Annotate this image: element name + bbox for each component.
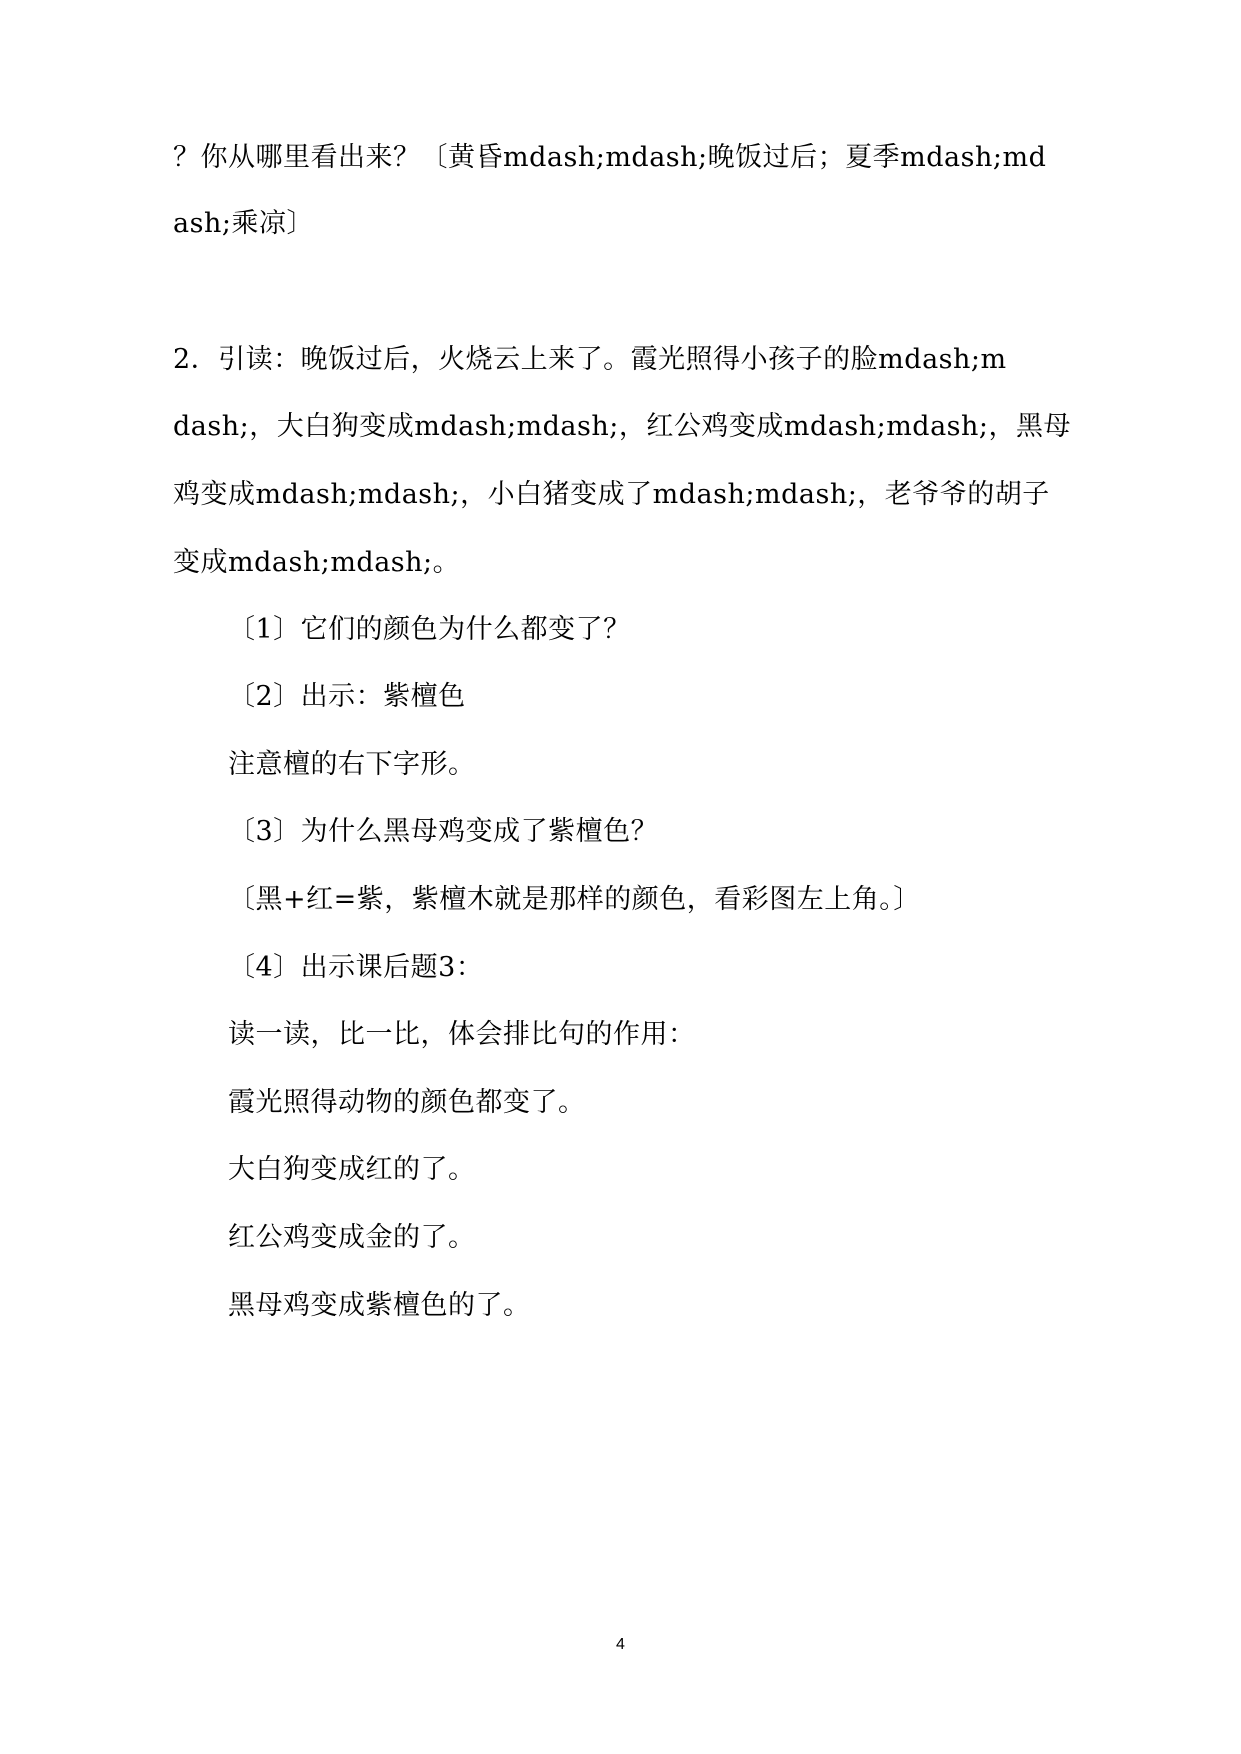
item-2-show: 〔2〕出示：紫檀色 [228,681,466,712]
paragraph-2-line-2: dash;，大白狗变成mdash;mdash;，红公鸡变成mdash;mdash;，黑母 [173,411,1072,442]
item-1-question: 〔1〕它们的颜色为什么都变了？ [228,614,631,645]
example-sentence-3: 红公鸡变成金的了。 [228,1222,476,1253]
example-sentence-1: 霞光照得动物的颜色都变了。 [228,1087,586,1118]
item-4-instruction: 读一读，比一比，体会排比句的作用： [228,1019,696,1050]
paragraph-2-line-1: 2．引读：晚饭过后，火烧云上来了。霞光照得小孩子的脸mdash;m [173,344,1007,375]
item-3-answer: 〔黑+红=紫，紫檀木就是那样的颜色，看彩图左上角。〕 [228,884,921,915]
example-sentence-2: 大白狗变成红的了。 [228,1154,476,1185]
page-number: 4 [616,1636,625,1653]
item-3-question: 〔3〕为什么黑母鸡变成了紫檀色？ [228,816,659,847]
item-2-note: 注意檀的右下字形。 [228,749,476,780]
item-4-show: 〔4〕出示课后题3： [228,952,484,983]
example-sentence-4: 黑母鸡变成紫檀色的了。 [228,1290,531,1321]
paragraph-2-line-3: 鸡变成mdash;mdash;，小白猪变成了mdash;mdash;，老爷爷的胡子 [173,479,1050,510]
paragraph-1-line-2: ash;乘凉〕 [173,208,314,239]
paragraph-1-line-1: ？你从哪里看出来？〔黄昏mdash;mdash;晚饭过后；夏季mdash;md [173,142,1047,173]
paragraph-2-line-4: 变成mdash;mdash;。 [173,547,461,578]
